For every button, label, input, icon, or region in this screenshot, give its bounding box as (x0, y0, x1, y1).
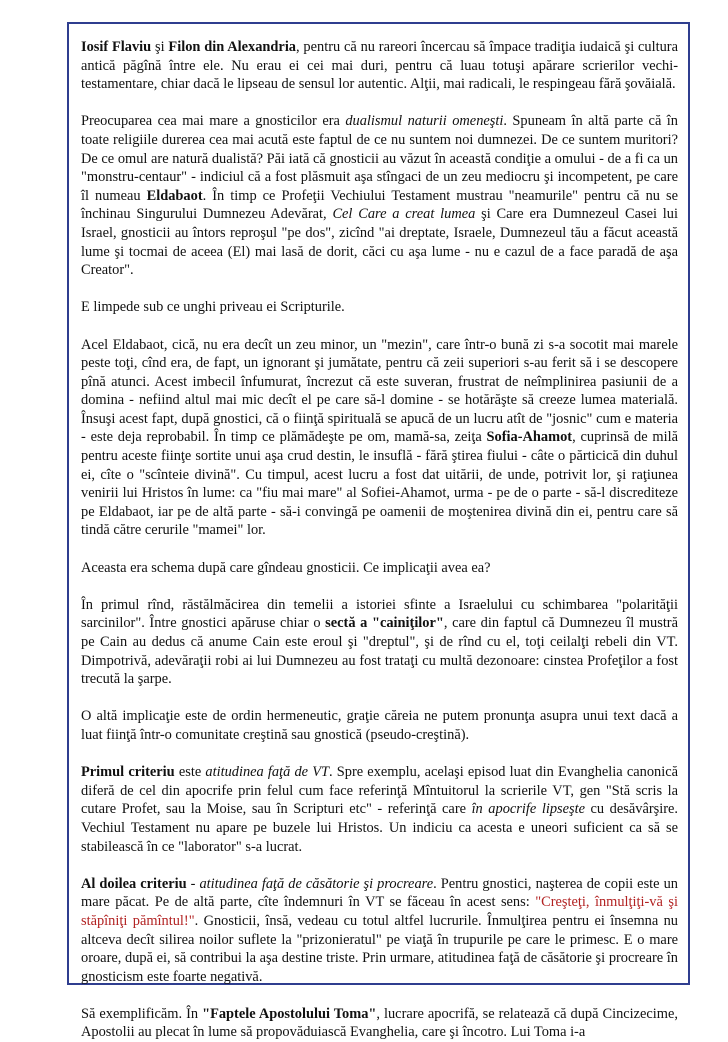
bold-text: Eldabaot (146, 187, 203, 204)
text-run: şi (151, 39, 169, 55)
paragraph (81, 763, 678, 856)
text-run: , pentru că nu rareori încercau să împace tradiţia iudaică şi cultura antică păgînă între ele. Nu erau ei cei mai duri, pentru că luau totuşi apărare scrierilor vechi-testamentare, chiar dacă le lipseau de sensul lor autentic. Alţii, mai radicali, le respingeau fără şovăială. (81, 39, 678, 93)
paragraph (81, 336, 678, 541)
italic-text: Cel Care a creat lumea (332, 206, 476, 223)
text-run: E limpede sub ce unghi priveau ei Scripturile. (81, 299, 345, 316)
paragraph (81, 1005, 678, 1042)
text-run: , cuprinsă de milă pentru aceste fiinţe sortite unui aşa crud destin, le insuflă - fără ştirea fiului - câte o părticică din duhul ei, cîte o "scînteie divină". Cu timpul, acest lucru a fost dat uitării, de unde, potrivit lor, şi raţiunea venirii lui Hristos în lume: ca "fiu mai mare" al Sofiei-Ahamot, urma - pe de o parte - să-l discrediteze pe Eldabaot, iar pe de altă parte - să-i convingă pe oamenii de moştenirea divină din ei, pentru care să tindă către cerurile "mamei" lor. (81, 429, 678, 539)
text-run: Aceasta era schema după care gîndeau gnosticii. Ce implicaţii avea ea? (81, 559, 491, 576)
paragraph (81, 707, 678, 744)
italic-text: dualismul naturii omeneşti (345, 113, 504, 130)
paragraph (81, 559, 678, 578)
text-run: , care din faptul că Dumnezeu îl mustră pe Cain au dedus că anume Cain este eroul şi "dreptul", şi de rînd cu el, toţi ceilalţi rebeli din VT. Dimpotrivă, adevăraţii robi ai lui Dumnezeu au fost trataţi cu multă dezonoare: cinstea Profeţilor a fost trecută la şarpe. (81, 615, 678, 688)
bold-text: sectă a "cainiţilor" (325, 615, 444, 632)
paragraph (81, 298, 678, 317)
bold-text: Primul criteriu (81, 764, 175, 781)
document-body (69, 24, 688, 1042)
text-run: . Spre exemplu, acelaşi episod luat din Evanghelia canonică diferă de cel din apocrife prin felul cum face referinţă Mîntuitorul la scrierile VT, gen "Stă scris la cutare Profet, sau la Moise, sau în Scripturi etc" - referinţă care (81, 764, 678, 818)
paragraph (81, 38, 678, 94)
paragraph (81, 875, 678, 987)
text-run: cu desăvârşire. Vechiul Testament nu apare pe buzele lui Hristos. Un indiciu ca acesta e uneori suficient ca să se stabilească în ce "laborator" s-a lucrat. (81, 801, 678, 855)
text-run: În primul rînd, răstălmăcirea din temelii a istoriei sfinte a Israelului cu schimbarea "polarităţii sarcinilor". Între gnostici apăruse chiar o (81, 596, 678, 632)
text-run: . Pentru gnostici, naşterea de copii este un mare păcat. Pe de altă parte, cîte îndemnuri în VT se făceau în acest sens: (81, 875, 678, 911)
italic-text: în apocrife lipseşte (471, 801, 585, 818)
text-run: este (174, 764, 206, 781)
bold-text: "Faptele Apostolului Toma" (202, 1005, 377, 1022)
text-run: Acel Eldabaot, cică, nu era decît un zeu minor, un "mezin", care într-o bună zi s-a socotit mai marele peste toţi, cînd era, de fapt, un ignorant şi jumătate, pentru că zeii superiori s-au ferit să i se descopere pînă atunci. Acest imbecil înfumurat, încrezut că este suveran, frustrat de neîmplinirea pasiunii de a domina - nefiind altul mai mic decît el pe care să-l domine - se hotărăşte să creeze lumea materială. Însuşi acest fapt, după gnostici, că o fiinţă spirituală se apucă de un lucru atît de "josnic" cum e materia - este deja reprobabil. În timp ce plămădeşte pe om, mamă-sa, zeiţa (81, 336, 678, 446)
bold-text: Al doilea criteriu (81, 875, 187, 892)
text-run: . Gnosticii, însă, vedeau cu totul altfel lucrurile. Înmulţirea pentru ei însemna nu altceva decît silirea noilor suflete la "prizonieratul" pe viaţă în trupurile pe care le primesc. E o mare oroare, după ei, să contribui la aşa destine triste. Prin urmare, atitudinea faţă de căsătorie şi procreare în gnosticism este foarte negativă. (81, 912, 679, 985)
paragraph (81, 112, 678, 279)
italic-text: atitudinea faţă de căsătorie şi procreare (199, 875, 434, 892)
text-run: , lucrare apocrifă, se relatează că după Cincizecime, Apostolii au plecat în lume să propovăduiască Evanghelia, care şi încotro. Lui Toma i-a (81, 1005, 678, 1041)
text-run: O altă implicaţie este de ordin hermeneutic, graţie căreia ne putem pronunţa asupra unui text dacă a luat fiinţă într-o comunitate creştină sau gnostică (pseudo-creştină). (81, 708, 678, 743)
bold-text: Filon din Alexandria (168, 39, 297, 55)
text-run: . În timp ce Profeţii Vechiului Testament mustrau "neamurile" pentru că nu se închinau Singurului Dumnezeu Adevărat, (81, 187, 678, 223)
text-run: - (186, 875, 200, 892)
bold-text: Iosif Flaviu (81, 39, 152, 55)
text-run: . Spuneam în altă parte că în toate religiile durerea cea mai acută este faptul de ce nu suntem noi dumnezei. De ce suntem muritori? De ce omul are natură dualistă? Păi iată că gnosticii au văzut în această condiţie a omului - de a fi ca un "monstru-centaur" - indiciul că a fost plăsmuit aşa stîngaci de un zeu mediocru şi incompetent, pe care îl numeau (81, 113, 678, 204)
quoted-highlight-text: "Creşteţi, înmulţiţi-vă şi stăpîniţi pămîntul!" (81, 894, 678, 929)
paragraph (81, 596, 678, 689)
page-frame (67, 22, 690, 1041)
text-run: Preocuparea cea mai mare a gnosticilor era (81, 113, 346, 130)
text-run: şi Care era Dumnezeul Casei lui Israel, gnosticii au întors reproşul "pe dos", zicînd "ai dreptate, Israele, Dumnezeul tău a făcut această lume şi tocmai de aceea (El) mai lasă de dorit, căci cu aşa lume - nu e cazul de a face paradă de aşa Creator". (81, 206, 678, 279)
italic-text: atitudinea faţă de VT (205, 764, 329, 781)
bold-text: Sofia-Ahamot (486, 429, 573, 446)
text-run: Să exemplificăm. În (81, 1005, 203, 1022)
